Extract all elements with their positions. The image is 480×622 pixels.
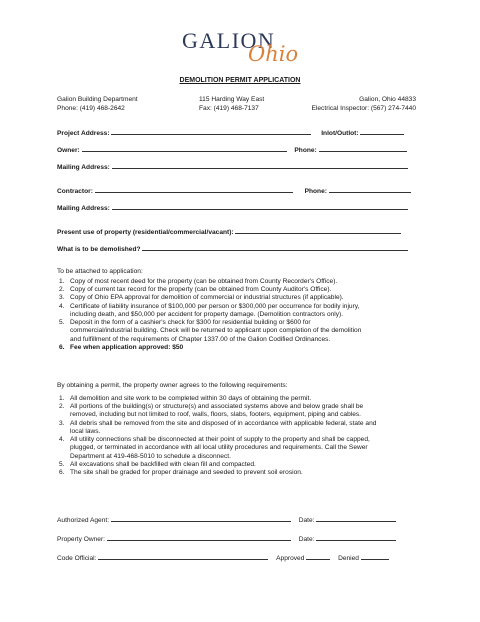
owner-field[interactable] — [82, 145, 287, 152]
agent-label: Authorized Agent: — [57, 517, 110, 524]
owner-phone-label: Phone: — [294, 147, 317, 154]
list-item: 1. Copy of most recent deed for the property (can be obtained from County Recorder's Office). — [59, 278, 338, 285]
code-official-signature-field[interactable] — [98, 553, 268, 560]
dept-name: Galion Building Department — [57, 96, 138, 103]
attach-list — [57, 278, 361, 352]
owner-phone-field[interactable] — [319, 145, 407, 152]
agent-date-label: Date: — [298, 517, 315, 524]
agent-signature-field[interactable] — [111, 515, 291, 522]
demolished-row — [57, 244, 408, 254]
contractor-field[interactable] — [95, 186, 293, 193]
present-use-label: Present use of property (residential/commercial/vacant): — [57, 229, 234, 236]
project-address-row — [57, 128, 404, 138]
contractor-label: Contractor: — [57, 188, 93, 195]
owner-label: Owner: — [57, 147, 80, 154]
property-owner-label: Property Owner: — [57, 536, 106, 543]
owner-date-field[interactable] — [316, 534, 396, 541]
owner-mailing-label: Mailing Address: — [57, 164, 110, 171]
list-item: 2. All portions of the building(s) or structure(s) and associated systems above and below grade shall be — [59, 403, 364, 411]
agree-list — [57, 395, 376, 477]
attach-intro: To be attached to application: — [57, 268, 143, 275]
list-item: 6. The site shall be graded for proper drainage and seeded to prevent soil erosion. — [59, 469, 303, 477]
contractor-phone-label: Phone: — [304, 188, 327, 195]
list-item: 4. Certificate of liability insurance of $100,000 per person or $300,000 per occurrence for bodily injury, — [59, 302, 360, 310]
list-item: 2. Copy of current tax record for the property (can be obtained from County Auditor's Office). — [59, 286, 332, 294]
agree-intro: By obtaining a permit, the property owner agrees to the following requirements: — [57, 382, 288, 389]
contractor-mailing-row — [57, 203, 408, 213]
list-item: 3. Copy of Ohio EPA approval for demolition of commercial or industrial structures (if applicable). — [59, 294, 344, 302]
list-item-cont: removed, including but not limited to roof, walls, floors, slabs, footers, equipment, piping and cables. — [70, 411, 362, 419]
list-item: 5. Deposit in the form of a cashier's check for $300 for residential building or $600 for — [59, 319, 311, 327]
list-item-cont: Department at 419-468-5010 to schedule a disconnect. — [70, 452, 231, 460]
owner-mailing-field[interactable] — [112, 162, 408, 169]
owner-mailing-row — [57, 162, 408, 172]
list-item: 6. Fee when application approved: $50 — [59, 343, 184, 351]
dept-city: Galion, Ohio 44833 — [359, 96, 416, 103]
list-item-cont: plugged, or terminated in accordance with all local utility procedures and requirements. Call the Sewer — [70, 444, 368, 452]
list-item-cont: including death, and $50,000 per accident for property damage. (Demolition contractors only). — [70, 310, 344, 318]
present-use-row — [57, 227, 401, 237]
list-item: 3. All debris shall be removed from the site and disposed of in accordance with applicable federal, state and — [59, 419, 377, 427]
present-use-field[interactable] — [235, 227, 401, 234]
owner-date-label: Date: — [298, 536, 315, 543]
list-item-cont: local laws. — [70, 427, 101, 435]
project-address-field[interactable] — [111, 128, 311, 135]
list-item-cont: commercial/industrial building. Check will be returned to applicant upon completion of the demolition — [70, 327, 362, 335]
contractor-phone-field[interactable] — [329, 186, 411, 193]
approved-field[interactable] — [306, 553, 330, 560]
electrical-inspector: Electrical Inspector: (567) 274-7440 — [311, 105, 416, 112]
demolished-label: What is to be demolished? — [57, 246, 141, 253]
property-owner-signature-field[interactable] — [107, 534, 291, 541]
code-official-label: Code Official: — [57, 555, 97, 562]
dept-phone: Phone: (419) 468-2642 — [57, 105, 125, 112]
agent-date-field[interactable] — [316, 515, 396, 522]
list-item: 1. All demolition and site work to be completed within 30 days of obtaining the permit. — [59, 395, 312, 402]
document-title: DEMOLITION PERMIT APPLICATION — [179, 77, 301, 84]
logo-ohio-text: Ohio — [248, 42, 299, 66]
project-address-label: Project Address: — [57, 130, 110, 137]
approved-label: Approved — [276, 555, 305, 562]
contractor-row — [57, 186, 411, 196]
property-owner-row — [57, 534, 396, 544]
inlot-label: Inlot/Outlot: — [321, 130, 359, 137]
owner-row — [57, 145, 407, 155]
denied-field[interactable] — [361, 553, 389, 560]
agent-row — [57, 515, 396, 525]
list-item: 4. All utility connections shall be disconnected at their point of supply to the property and shall be capped, — [59, 436, 370, 444]
dept-fax: Fax: (419) 468-7137 — [199, 105, 259, 112]
inlot-field[interactable] — [360, 128, 404, 135]
list-item-cont: and fulfillment of the requirements of Chapter 1337.00 of the Galion Codified Ordinances. — [70, 335, 331, 343]
demolished-field[interactable] — [142, 244, 408, 251]
logo-galion-text: GALION — [182, 28, 276, 53]
list-item: 5. All excavations shall be backfilled with clean fill and compacted. — [59, 460, 256, 468]
denied-label: Denied — [338, 555, 359, 562]
contractor-mailing-label: Mailing Address: — [57, 205, 110, 212]
dept-address: 115 Harding Way East — [199, 96, 265, 103]
code-official-row — [57, 553, 389, 563]
contractor-mailing-field[interactable] — [112, 203, 408, 210]
galion-ohio-logo — [170, 22, 320, 74]
